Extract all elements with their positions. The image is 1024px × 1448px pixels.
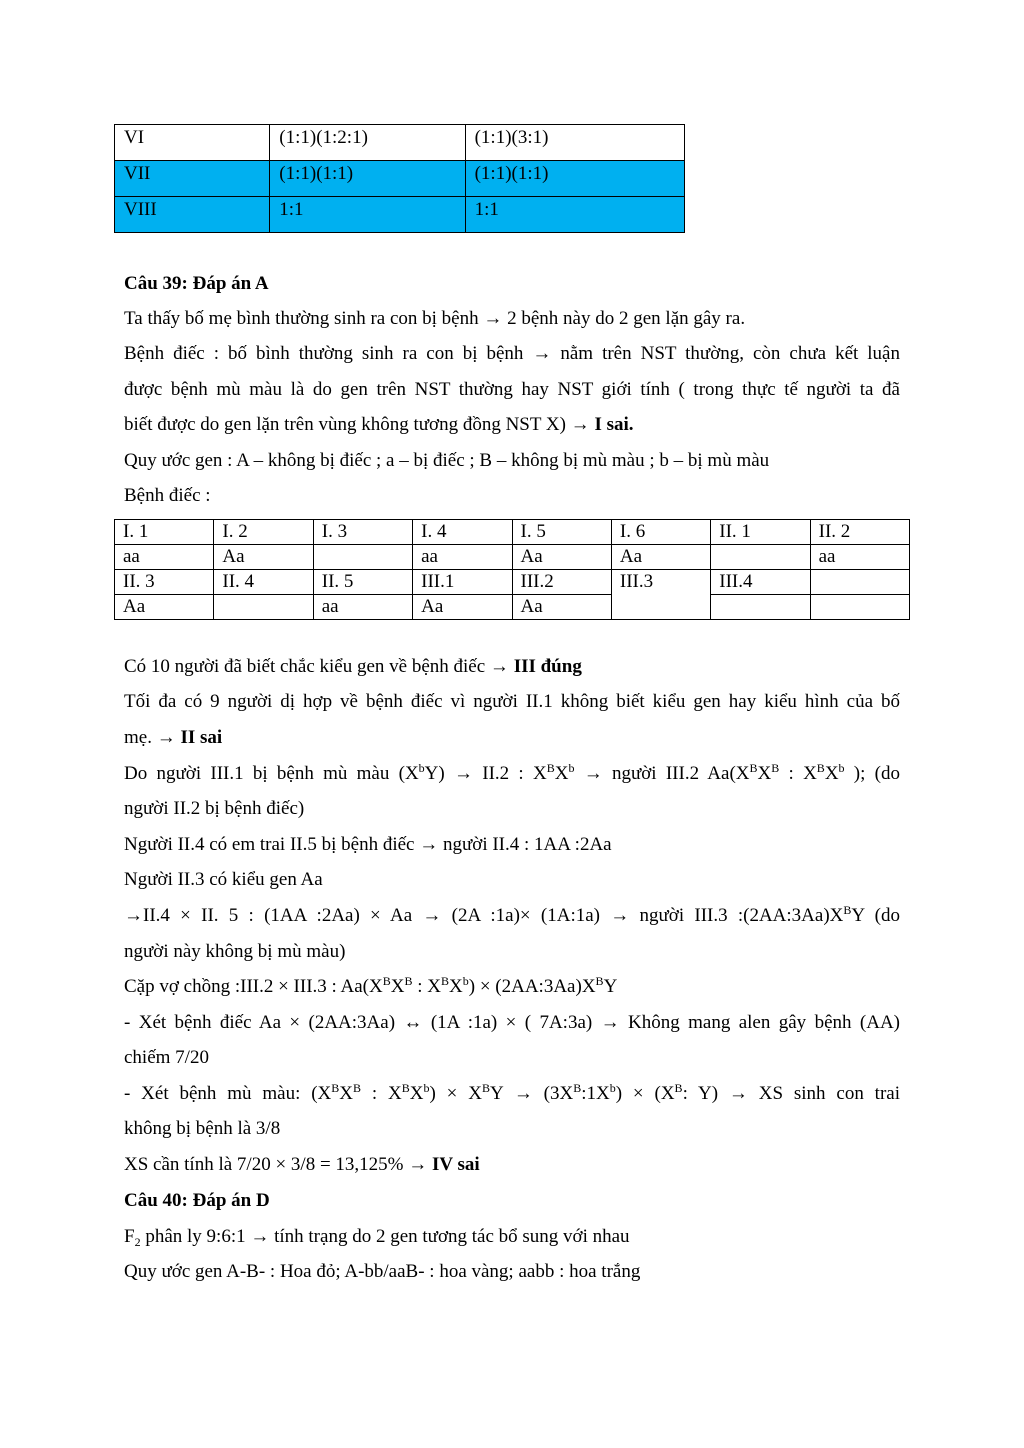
table-row-highlighted: [115, 197, 685, 233]
table-cell: [313, 545, 412, 570]
paragraph: Người II.4 có em trai II.5 bị bệnh điếc → người II.4 : 1AA :2Aa: [124, 834, 612, 855]
table-cell: VII: [115, 161, 270, 197]
paragraph: Cặp vợ chồng :III.2 × III.3 : $Aa(X^BX^B$ : $X^BX^b$) × $(2AA:3Aa)X^BY$: [124, 974, 618, 997]
table-cell: [810, 570, 909, 595]
table-cell: I. 5: [512, 520, 611, 545]
paragraph: biết được do gen lặn trên vùng không tương đồng NST X) → I sai.: [124, 414, 634, 435]
paragraph: Người II.3 có kiểu gen Aa: [124, 869, 323, 890]
paragraph: Do người III.1 bị bệnh mù màu $(X^bY) \to II.2$ : $X^BX^b$ → người III.2 $Aa(X^BX^B$ : $X^BX^b$ ); (do: [124, 761, 901, 784]
table-cell: Aa: [512, 545, 611, 570]
paragraph: - Xét bệnh mù màu: ($X^BX^B$ : $X^BX^b) \times X^BY$ → $(3X^B:1X^b) \times (X^B$: Y) → XS sinh con trai: [124, 1081, 900, 1104]
table-cell: I. 6: [611, 520, 710, 545]
table-row: [115, 125, 685, 161]
table-cell: Aa: [115, 595, 214, 620]
table-cell: 1:1: [270, 197, 465, 233]
table-cell: II. 3: [115, 570, 214, 595]
table-cell: III.1: [413, 570, 512, 595]
table-cell: II. 1: [711, 520, 810, 545]
table-cell: III.4: [711, 570, 810, 595]
table-row: [115, 520, 910, 545]
table-cell: [711, 595, 810, 620]
table-cell: II. 2: [810, 520, 909, 545]
paragraph: người này không bị mù màu): [124, 941, 346, 962]
table-cell: I. 2: [214, 520, 313, 545]
paragraph: $F_2$ phân ly 9:6:1 → tính trạng do 2 gen tương tác bổ sung với nhau: [124, 1226, 630, 1249]
table-cell: Aa: [214, 545, 313, 570]
paragraph: không bị bệnh là 3/8: [124, 1118, 281, 1139]
table-cell: (1:1)(1:1): [270, 161, 465, 197]
gene-convention: Quy ước gen : A – không bị điếc ; a – bị điếc ; B – không bị mù màu ; b – bị mù màu: [124, 450, 770, 471]
table-row: [115, 595, 910, 620]
table-cell: I. 1: [115, 520, 214, 545]
paragraph: được bệnh mù màu là do gen trên NST thường hay NST giới tính ( trong thực tế người ta đã: [124, 379, 900, 400]
table-cell: (1:1)(3:1): [465, 125, 684, 161]
table-cell: Aa: [611, 545, 710, 570]
table-cell: [810, 595, 909, 620]
paragraph: Tối đa có 9 người dị hợp về bệnh điếc vì người II.1 không biết kiểu gen hay kiểu hình của bố: [124, 691, 900, 712]
paragraph: Quy ước gen A-B- : Hoa đỏ; A-bb/aaB- : hoa vàng; aabb : hoa trắng: [124, 1261, 641, 1282]
table-row-highlighted: [115, 161, 685, 197]
table-cell: VIII: [115, 197, 270, 233]
table-cell: II. 4: [214, 570, 313, 595]
table-cell: III.2: [512, 570, 611, 595]
paragraph: người II.2 bị bệnh điếc): [124, 798, 305, 819]
genotype-table: [114, 519, 910, 620]
paragraph: chiếm 7/20: [124, 1047, 209, 1068]
table-cell: I. 4: [413, 520, 512, 545]
table-cell: (1:1)(1:2:1): [270, 125, 465, 161]
table-cell: III.3: [611, 570, 710, 620]
table-cell: (1:1)(1:1): [465, 161, 684, 197]
paragraph: Bệnh điếc : bố bình thường sinh ra con bị bệnh → nằm trên NST thường, còn chưa kết luận: [124, 343, 900, 364]
paragraph: - Xét bệnh điếc Aa × (2AA:3Aa) ↔ (1A :1a) × ( 7A:3a) → Không mang alen gây bệnh (AA): [124, 1012, 900, 1033]
question-39-heading: Câu 39: Đáp án A: [124, 273, 269, 294]
table-row: [115, 545, 910, 570]
paragraph: Ta thấy bố mẹ bình thường sinh ra con bị bệnh → 2 bệnh này do 2 gen lặn gây ra.: [124, 308, 746, 329]
table-cell: aa: [810, 545, 909, 570]
table-cell: II. 5: [313, 570, 412, 595]
table-cell: I. 3: [313, 520, 412, 545]
table-cell: [711, 545, 810, 570]
table-row: [115, 570, 910, 595]
table-cell: Aa: [512, 595, 611, 620]
table-cell: VI: [115, 125, 270, 161]
table-cell: 1:1: [465, 197, 684, 233]
paragraph: mẹ. → II sai: [124, 727, 223, 748]
paragraph: Có 10 người đã biết chắc kiểu gen về bệnh điếc → III đúng: [124, 656, 582, 677]
question-40-heading: Câu 40: Đáp án D: [124, 1190, 270, 1211]
table-cell: aa: [115, 545, 214, 570]
ratio-table: [114, 124, 685, 233]
table-cell: aa: [313, 595, 412, 620]
paragraph: →II.4 × II. 5 : (1AA :2Aa) × Aa → (2A :1a)× (1A:1a) → người III.3 $:(2AA:3Aa)X^BY$ (do: [124, 903, 901, 926]
table-cell: Aa: [413, 595, 512, 620]
paragraph: XS cần tính là 7/20 × 3/8 = 13,125% → IV sai: [124, 1154, 480, 1175]
table-cell: aa: [413, 545, 512, 570]
deafness-label: Bệnh điếc :: [124, 485, 211, 506]
table-cell: [214, 595, 313, 620]
